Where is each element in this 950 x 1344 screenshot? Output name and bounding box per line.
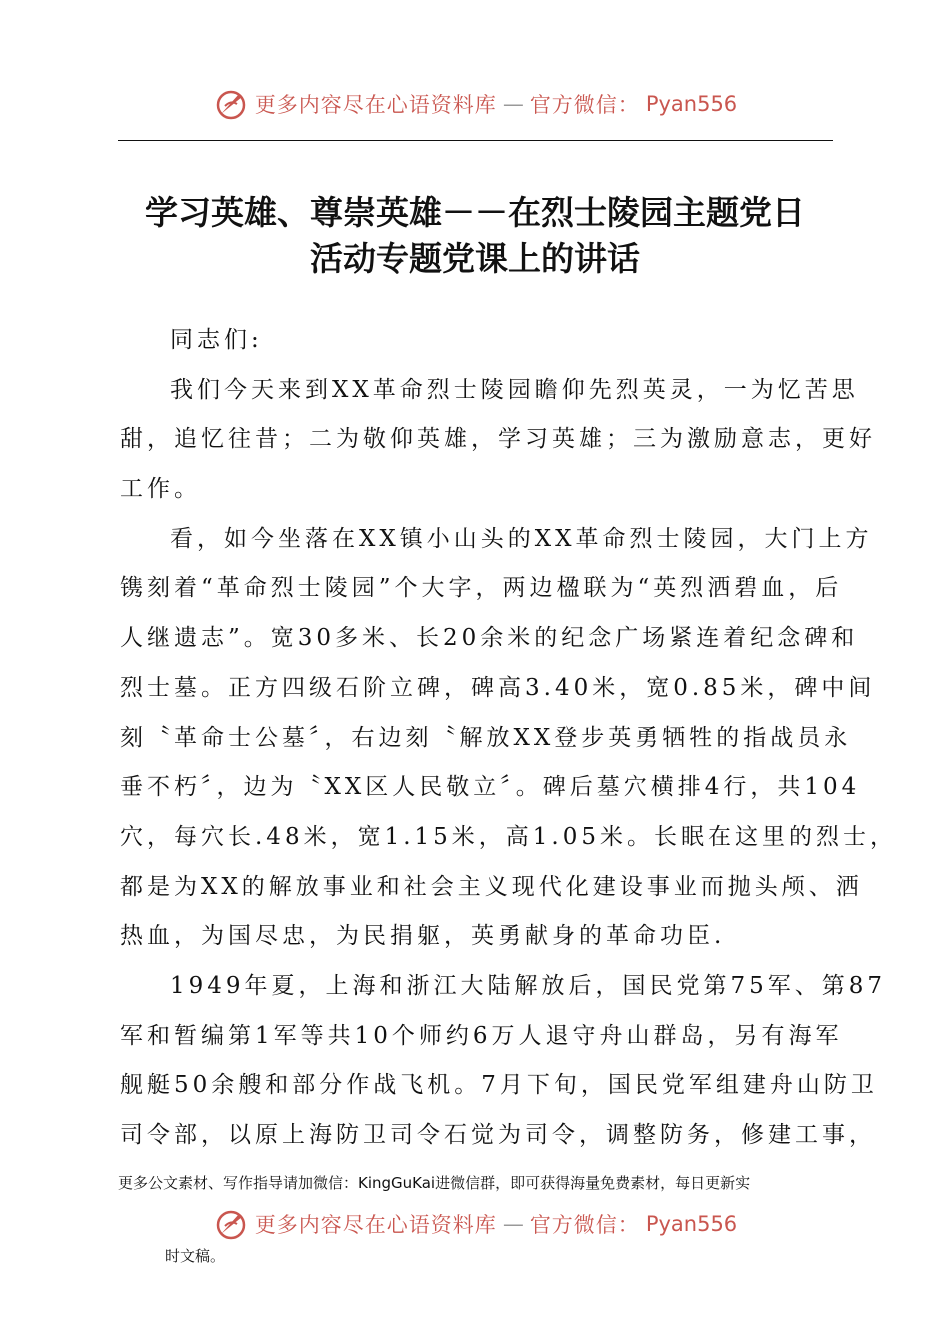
header-watermark (0, 84, 950, 124)
header-wechat-label: 官方微信： (529, 93, 640, 117)
footer-promo-text: 更多公文素材、写作指导请加微信：KingGuKai进微信群，即可获得海量免费素材，每日更新实 (118, 1174, 751, 1192)
footer-wechat-id: Pyan556 (645, 1212, 738, 1236)
footer-wechat-label: 官方微信： (529, 1213, 640, 1237)
body-line: 镌刻着“革命烈士陵园”个大字，两边楹联为“英烈洒碧血，后 (120, 575, 843, 602)
document-body (120, 316, 897, 1161)
body-line: 1949年夏，上海和浙江大陆解放后，国民党第75军、第87 (170, 972, 887, 999)
body-line: 甜，追忆往昔；二为敬仰英雄，学习英雄；三为激励意志，更好 (120, 426, 876, 453)
title-line-1: 学习英雄、尊崇英雄－－在烈士陵园主题党日 (145, 193, 805, 232)
body-line: 热血，为国尽忠，为民捐躯，英勇献身的革命功臣. (120, 923, 726, 950)
header-divider (118, 140, 833, 141)
body-line: 穴，每穴长.48米，宽1.15米，高1.05米。长眠在这里的烈士， (120, 823, 897, 850)
document-title (110, 190, 840, 282)
header-banner-separator: — (502, 92, 524, 116)
body-line: 人继遗志”。宽30多米、长20余米的纪念广场紧连着纪念碑和 (120, 625, 859, 652)
header-banner-text: 更多内容尽在心语资料库 (254, 93, 497, 117)
body-line: 军和暂编第1军等共10个师约6万人退守舟山群岛，另有海军 (120, 1022, 843, 1049)
body-line: 烈士墓。正方四级石阶立碑，碑高3.40米，宽0.85米，碑中间 (120, 674, 876, 701)
body-line: 都是为XX的解放事业和社会主义现代化建设事业而抛头颅、洒 (120, 873, 863, 900)
body-line: 同志们: (170, 327, 263, 353)
header-wechat-id: Pyan556 (645, 92, 738, 116)
body-line: 司令部，以原上海防卫司令石觉为司令，调整防务，修建工事， (120, 1122, 876, 1148)
footer-promo-tail: 时文稿。 (165, 1247, 226, 1265)
body-line: 刻〝革命士公墓〞，右边刻〝解放XX登步英勇牺牲的指战员永 (120, 724, 852, 751)
quill-logo-icon (213, 1206, 249, 1242)
footer-banner-text: 更多内容尽在心语资料库 (254, 1213, 497, 1237)
body-line: 看，如今坐落在XX镇小山头的XX革命烈士陵园，大门上方 (170, 525, 873, 552)
title-line-2: 活动专题党课上的讲话 (310, 239, 640, 278)
body-line: 垂不朽〞，边为〝XX区人民敬立〞。碑后墓穴横排4行，共104 (120, 774, 861, 801)
quill-logo-icon (213, 86, 249, 122)
body-line: 我们今天来到XX革命烈士陵园瞻仰先烈英灵，一为忆苦思 (170, 376, 859, 403)
body-line: 工作。 (120, 476, 201, 503)
body-line: 舰艇50余艘和部分作战飞机。7月下旬，国民党军组建舟山防卫 (120, 1072, 878, 1099)
footer-banner-separator: — (502, 1212, 524, 1236)
footer-watermark (0, 1204, 950, 1244)
